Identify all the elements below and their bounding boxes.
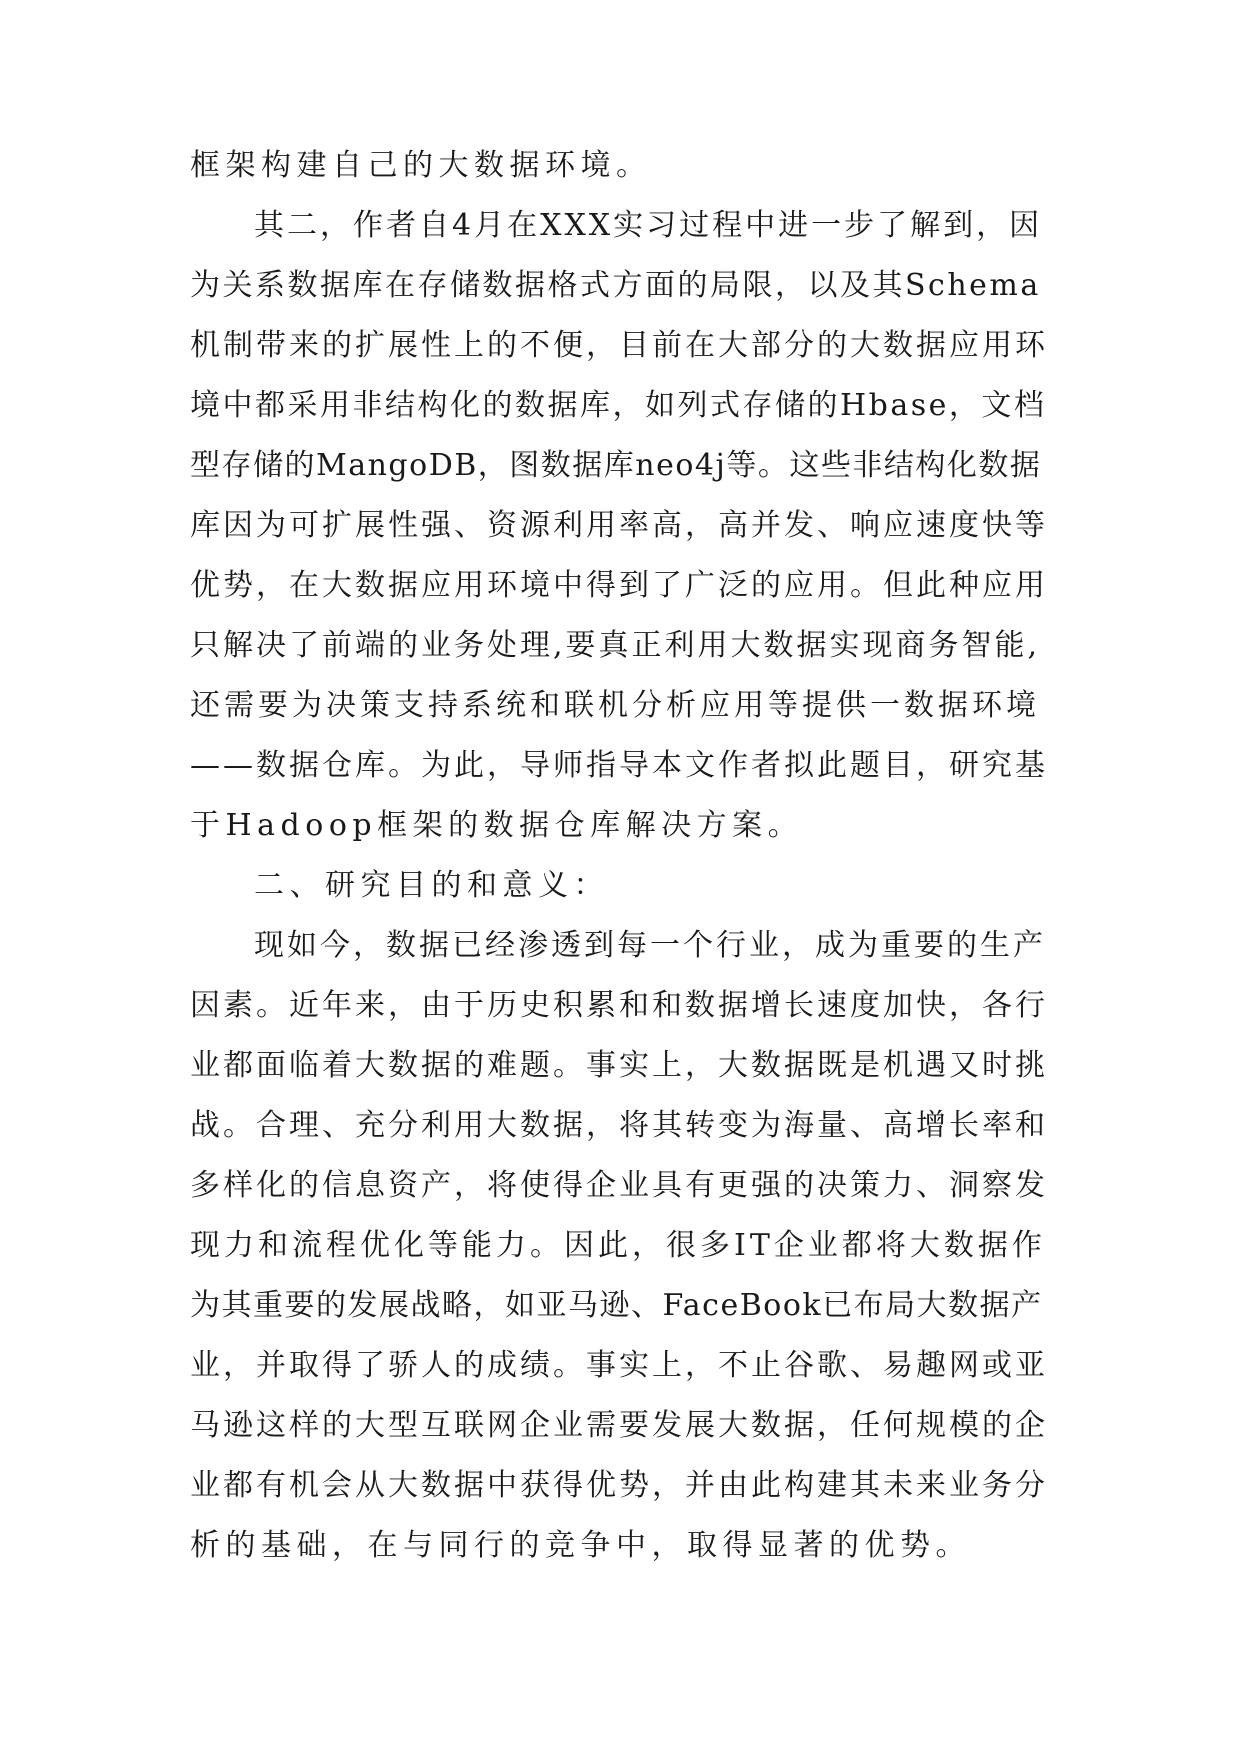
text-line: 库因为可扩展性强、资源利用率高，高并发、响应速度快等 [190, 508, 1048, 543]
text-line: 现如今，数据已经渗透到每一个行业，成为重要的生产 [254, 928, 1046, 963]
text-line: 还需要为决策支持系统和联机分析应用等提供一数据环境 [190, 688, 1040, 723]
text-line: 业都有机会从大数据中获得优势，并由此构建其未来业务分 [190, 1468, 1048, 1503]
text-line: 业，并取得了骄人的成绩。事实上，不止谷歌、易趣网或亚 [190, 1348, 1048, 1383]
text-line: 业都面临着大数据的难题。事实上，大数据既是机遇又时挑 [190, 1048, 1048, 1083]
text-line: 为其重要的发展战略，如亚马逊、FaceBook已布局大数据产 [190, 1288, 1043, 1323]
text-line: 因素。近年来，由于历史积累和和数据增长速度加快，各行 [190, 988, 1048, 1023]
text-line: 框架构建自己的大数据环境。 [190, 148, 652, 183]
text-line: ——数据仓库。为此，导师指导本文作者拟此题目，研究基 [190, 748, 1048, 783]
text-line: 优势，在大数据应用环境中得到了广泛的应用。但此种应用 [190, 568, 1048, 603]
text-line: 型存储的MangoDB，图数据库neo4j等。这些非结构化数据 [190, 448, 1042, 483]
section-heading: 二、研究目的和意义： [254, 868, 609, 903]
text-line: 为关系数据库在存储数据格式方面的局限，以及其Schema [190, 268, 1041, 303]
body-text [190, 136, 1050, 1576]
text-line: 于Hadoop框架的数据仓库解决方案。 [190, 808, 804, 843]
text-line: 只解决了前端的业务处理,要真正利用大数据实现商务智能, [190, 628, 1041, 663]
text-line: 现力和流程优化等能力。因此，很多IT企业都将大数据作 [190, 1228, 1046, 1263]
text-line: 析的基础，在与同行的竞争中，取得显著的优势。 [190, 1528, 971, 1563]
text-line: 境中都采用非结构化的数据库，如列式存储的Hbase，文档 [190, 388, 1047, 423]
text-line: 机制带来的扩展性上的不便，目前在大部分的大数据应用环 [190, 328, 1048, 363]
text-line: 多样化的信息资产，将使得企业具有更强的决策力、洞察发 [190, 1168, 1048, 1203]
text-line: 其二，作者自4月在XXX实习过程中进一步了解到，因 [254, 208, 1043, 243]
text-line: 马逊这样的大型互联网企业需要发展大数据，任何规模的企 [190, 1408, 1048, 1443]
text-line: 战。合理、充分利用大数据，将其转变为海量、高增长率和 [190, 1108, 1048, 1143]
